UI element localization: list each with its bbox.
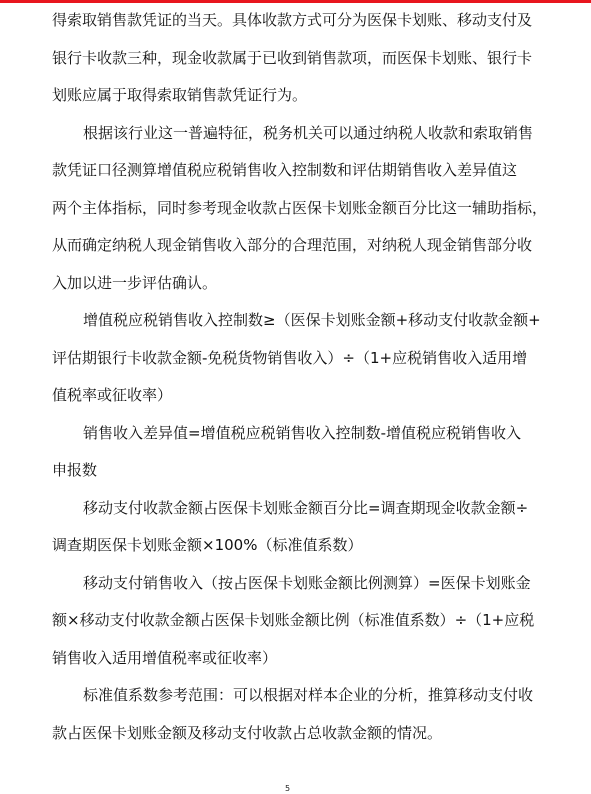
text-line: 标准值系数参考范围：可以根据对样本企业的分析，推算移动支付收 xyxy=(83,686,534,704)
text-line: 增值税应税销售收入控制数≥（医保卡划账金额+移动支付收款金额+ xyxy=(83,311,541,329)
text-line: 移动支付收款金额占医保卡划账金额百分比=调查期现金收款金额÷ xyxy=(83,498,529,517)
page-number: 5 xyxy=(285,784,291,793)
text-line: 额×移动支付收款金额占医保卡划账金额比例（标准值系数）÷（1+应税 xyxy=(52,611,535,629)
text-line: 值税率或征收率） xyxy=(52,386,173,404)
text-line: 根据该行业这一普遍特征，税务机关可以通过纳税人收款和索取销售 xyxy=(83,123,534,142)
text-line: 得索取销售款凭证的当天。具体收款方式可分为医保卡划账、移动支付及 xyxy=(52,11,533,29)
text-line: 款凭证口径测算增值税应税销售收入控制数和评估期销售收入差异值这 xyxy=(52,161,518,179)
text-line: 银行卡收款三种，现金收款属于已收到销售款项，而医保卡划账、银行卡 xyxy=(52,48,533,67)
text-line: 销售收入差异值=增值税应税销售收入控制数-增值税应税销售收入 xyxy=(83,423,521,442)
text-line: 评估期银行卡收款金额-免税货物销售收入）÷（1+应税销售收入适用增 xyxy=(52,348,528,367)
text-line: 从而确定纳税人现金销售收入部分的合理范围，对纳税人现金销售部分收 xyxy=(52,236,533,254)
text-line: 销售收入适用增值税率或征收率） xyxy=(52,648,278,667)
text-line: 款占医保卡划账金额及移动支付收款占总收款金额的情况。 xyxy=(52,723,443,742)
document-body xyxy=(52,7,548,757)
text-line: 入加以进一步评估确认。 xyxy=(52,273,218,292)
header-rule xyxy=(0,0,591,3)
text-line: 两个主体指标，同时参考现金收款占医保卡划账金额百分比这一辅助指标， xyxy=(52,198,548,217)
text-line: 调查期医保卡划账金额×100%（标准值系数） xyxy=(52,536,363,554)
text-line: 申报数 xyxy=(52,461,98,479)
text-line: 移动支付销售收入（按占医保卡划账金额比例测算）=医保卡划账金 xyxy=(83,573,531,592)
text-line: 划账应属于取得索取销售款凭证行为。 xyxy=(52,86,308,104)
